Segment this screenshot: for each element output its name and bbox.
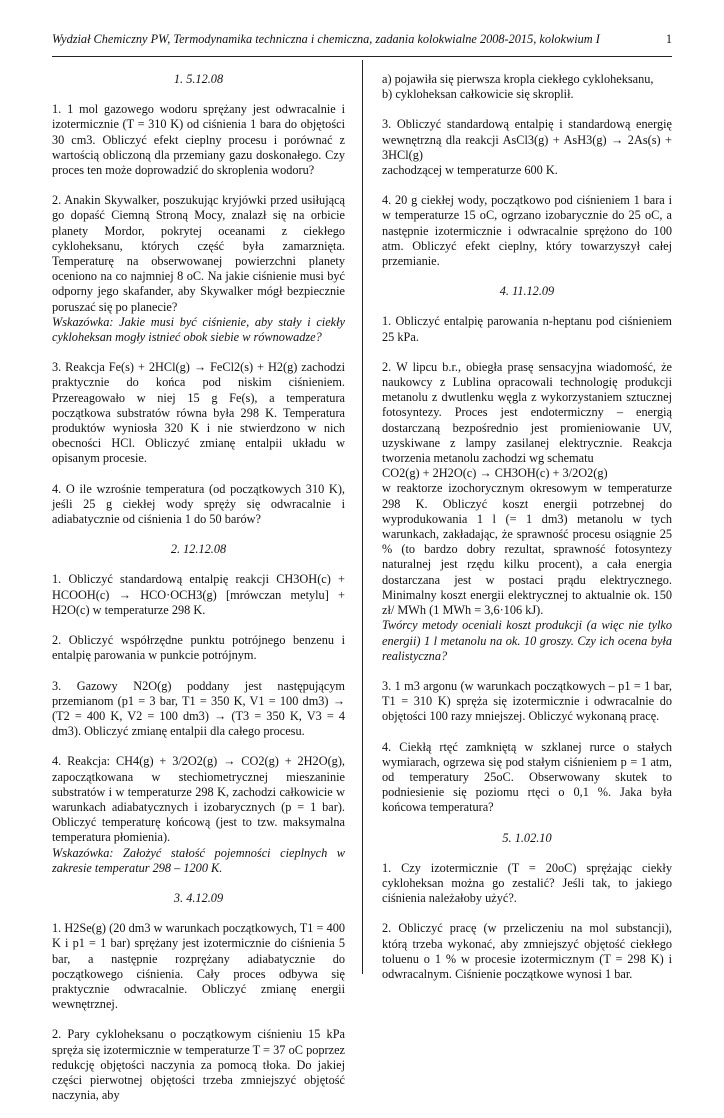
header-title: Wydział Chemiczny PW, Termodynamika techniczna i chemiczna, zadania kolokwialne 2008-2015, kolokwium I: [52, 32, 600, 46]
problem-1-3: 3. Reakcja Fe(s) + 2HCl(g) → FeCl2(s) + H2(g) zachodzi praktycznie do końca pod niskim ciśnieniem. Przereagowało w niej 15 g Fe(s), a temperatura początkowa substratów równa była 298 K. Temperatura produktów wyniosła 320 K i nie stwierdzono w nich obecności HCl. Obliczyć zmianę entalpii układu w opisanym procesie.: [52, 360, 345, 466]
problem-4-3: 3. 1 m3 argonu (w warunkach początkowych – p1 = 1 bar, T1 = 310 K) spręża się izotermicznie i odwracalnie do objętości 100 razy mniejszej. Obliczyć wykonaną pracę.: [382, 678, 672, 724]
problem-2-2: 2. Obliczyć współrzędne punktu potrójnego benzenu i entalpię parowania w punkcie potrójnym.: [52, 633, 345, 663]
header-rule: [52, 56, 672, 57]
problem-4-2: [382, 360, 672, 664]
section-heading: 3. 4.12.09: [173, 890, 224, 905]
section-heading: 1. 5.12.08: [173, 72, 224, 86]
problem-text: 3. Obliczyć standardową entalpię i standardową energię wewnętrzną dla reakcji AsCl3(g) + AsH3(g) → 2As(s) + 3HCl(g): [382, 117, 672, 162]
problem-5-2: 2. Obliczyć pracę (w przeliczeniu na mol substancji), którą trzeba wykonać, aby zmniejszyć objętość ciekłego toluenu o 1 % w procesie izotermicznym (T = 298 K) i odwracalnym. Ciśnienie początkowe wynosi 1 bar.: [382, 921, 672, 981]
section-heading: 4. 11.12.09: [499, 284, 555, 299]
problem-text-cont: zachodzącej w temperaturze 600 K.: [382, 163, 558, 178]
option-a: a) pojawiła się pierwsza kropla ciekłego cykloheksanu,: [382, 72, 654, 86]
option-b: b) cykloheksan całkowicie się skroplił.: [382, 87, 574, 102]
page-header: [52, 32, 672, 52]
problem-1-2: [52, 193, 345, 345]
problem-2-1: 1. Obliczyć standardową entalpię reakcji CH3OH(c) + HCOOH(c) → HCO·OCH3(g) [mrówczan metylu] + H2O(c) w temperaturze 298 K.: [52, 572, 345, 617]
page-number: 1: [665, 32, 672, 46]
problem-3-2: 2. Pary cykloheksanu o początkowym ciśnieniu 15 kPa spręża się izotermicznie w temperaturze T = 37 oC poprzez redukcję objętości naczynia za pomocą tłoka. Do jakiej części pierwotnej objętości trzeba zmniejszyć objętość naczynia, aby: [52, 1027, 345, 1103]
problem-text: 2. Anakin Skywalker, poszukując kryjówki przed usiłującą go dopaść Ciemną Stroną Mocy, znalazł się na orbicie planety Mordor, pokrytej oceanami z ciekłego cykloheksanu, których część była zamarznięta. Temperaturę na obserwowanej powierzchni planety oceniono na co najmniej 8 oC. Na jakie ciśnienie musi być odporny jego skafander, aby Skywalker mógł bezpiecznie poruszać się po planecie?: [52, 193, 345, 314]
right-column: [382, 72, 672, 997]
column-divider: [362, 60, 363, 974]
problem-text-cont: w reaktorze izochorycznym okresowym w temperaturze 298 K. Obliczyć koszt energii potrzebnej do wyprodukowania 1 l (= 1 dm3) metanolu w tych warunkach, zakładając, że sprawność procesu osiągnie 25 % (to bardzo dobry rezultat, sprawność fotosyntezy naturalnej jest rzędu kilku procent), a cała energia dostarczana jest w postaci prądu elektrycznego. Minimalny koszt energii elektrycznej to aktualnie ok. 150 zł/ MWh (1 MWh = 3,6·106 kJ).: [382, 481, 672, 618]
problem-1-4: 4. O ile wzrośnie temperatura (od początkowych 310 K), jeśli 25 g ciekłej wody spręży się odwracalnie i adiabatycznie od ciśnienia 1 do 50 barów?: [52, 481, 345, 527]
problem-5-1: 1. Czy izotermicznie (T = 20oC) sprężając ciekły cykloheksan można go zestalić? Jeśli tak, to jakiego ciśnienia należałoby użyć?.: [382, 860, 672, 906]
problem-2-4: [52, 754, 345, 876]
section-heading: 5. 1.02.10: [502, 830, 552, 845]
section-heading: 2. 12.12.08: [170, 542, 227, 557]
hint-text: Twórcy metody oceniali koszt produkcji (a więc nie tylko energii) 1 l metanolu na ok. 10 groszy. Czy ich ocena była realistyczna?: [382, 618, 672, 663]
problem-3-3: [382, 117, 672, 178]
reaction-equation: CO2(g) + 2H2O(c) → CH3OH(c) + 3/2O2(g): [382, 466, 608, 481]
problem-1-1: 1. 1 mol gazowego wodoru sprężany jest odwracalnie i izotermicznie (T = 310 K) od ciśnienia 1 bara do objętości 30 cm3. Obliczyć efekt cieplny procesu i porównać z wartością obliczoną dla przemiany gazu doskonałego. Czy proces ten może doprowadzić do skroplenia wodoru?: [52, 102, 345, 178]
problem-text: 4. Reakcja: CH4(g) + 3/2O2(g) → CO2(g) + 2H2O(g), zapoczątkowana w stechiometrycznej mieszaninie substratów i w temperaturze 298 K, zachodzi całkowicie w warunkach adiabatycznych i izobarycznych (p = 1 bar). Obliczyć temperaturę końcową (jest to tzw. maksymalna temperatura płomienia).: [52, 754, 345, 845]
problem-3-2-cont: [382, 72, 672, 102]
left-column: [52, 72, 345, 1118]
problem-3-1: 1. H2Se(g) (20 dm3 w warunkach początkowych, T1 = 400 K i p1 = 1 bar) sprężany jest izotermicznie do ciśnienia 5 bar, a następnie rozprężany adiabatycznie do początkowego ciśnienia. Cały proces odbywa się praktycznie odwracalnie. Obliczyć zmianę energii wewnętrznej.: [52, 921, 345, 1012]
hint-text: Wskazówka: Jakie musi być ciśnienie, aby stały i ciekły cykloheksan mogły istnieć obok siebie w równowadze?: [52, 314, 345, 345]
problem-2-3: 3. Gazowy N2O(g) poddany jest następującym przemianom (p1 = 3 bar, T1 = 350 K, V1 = 100 dm3) → (T2 = 400 K, V2 = 100 dm3) → (T3 = 350 K, V3 = 4 dm3). Obliczyć zmianę entalpii dla całego procesu.: [52, 678, 345, 739]
problem-4-4: 4. Ciekłą rtęć zamkniętą w szklanej rurce o stałych wymiarach, ogrzewa się pod stałym ciśnieniem p = 1 atm, od temperatury 25oC. Obserwowany skutek to podniesienie się poziomu rtęci o 0,1 %. Jaka była końcowa temperatura?: [382, 739, 672, 815]
problem-text: 2. W lipcu b.r., obiegła prasę sensacyjna wiadomość, że naukowcy z Lublina opracowali technologię produkcji metanolu z dwutlenku węgla z wykorzystaniem sztucznej fotosyntezy. Proces jest endotermiczny – energią dostarczaną bezpośrednio jest promieniowanie UV, uzyskiwane z lampy zasilanej elektrycznie. Reakcja tworzenia metanolu zachodzi wg schematu: [382, 359, 672, 466]
problem-4-1: 1. Obliczyć entalpię parowania n-heptanu pod ciśnieniem 25 kPa.: [382, 314, 672, 344]
problem-3-4: 4. 20 g ciekłej wody, początkowo pod ciśnieniem 1 bara i w temperaturze 15 oC, ogrzano izobarycznie do 25 oC, a następnie izotermicznie i odwracalnie sprężono do 100 atm. Obliczyć efekt cieplny, który towarzyszył całej przemianie.: [382, 193, 672, 269]
hint-text: Wskazówka: Założyć stałość pojemności cieplnych w zakresie temperatur 298 – 1200 K.: [52, 845, 345, 875]
